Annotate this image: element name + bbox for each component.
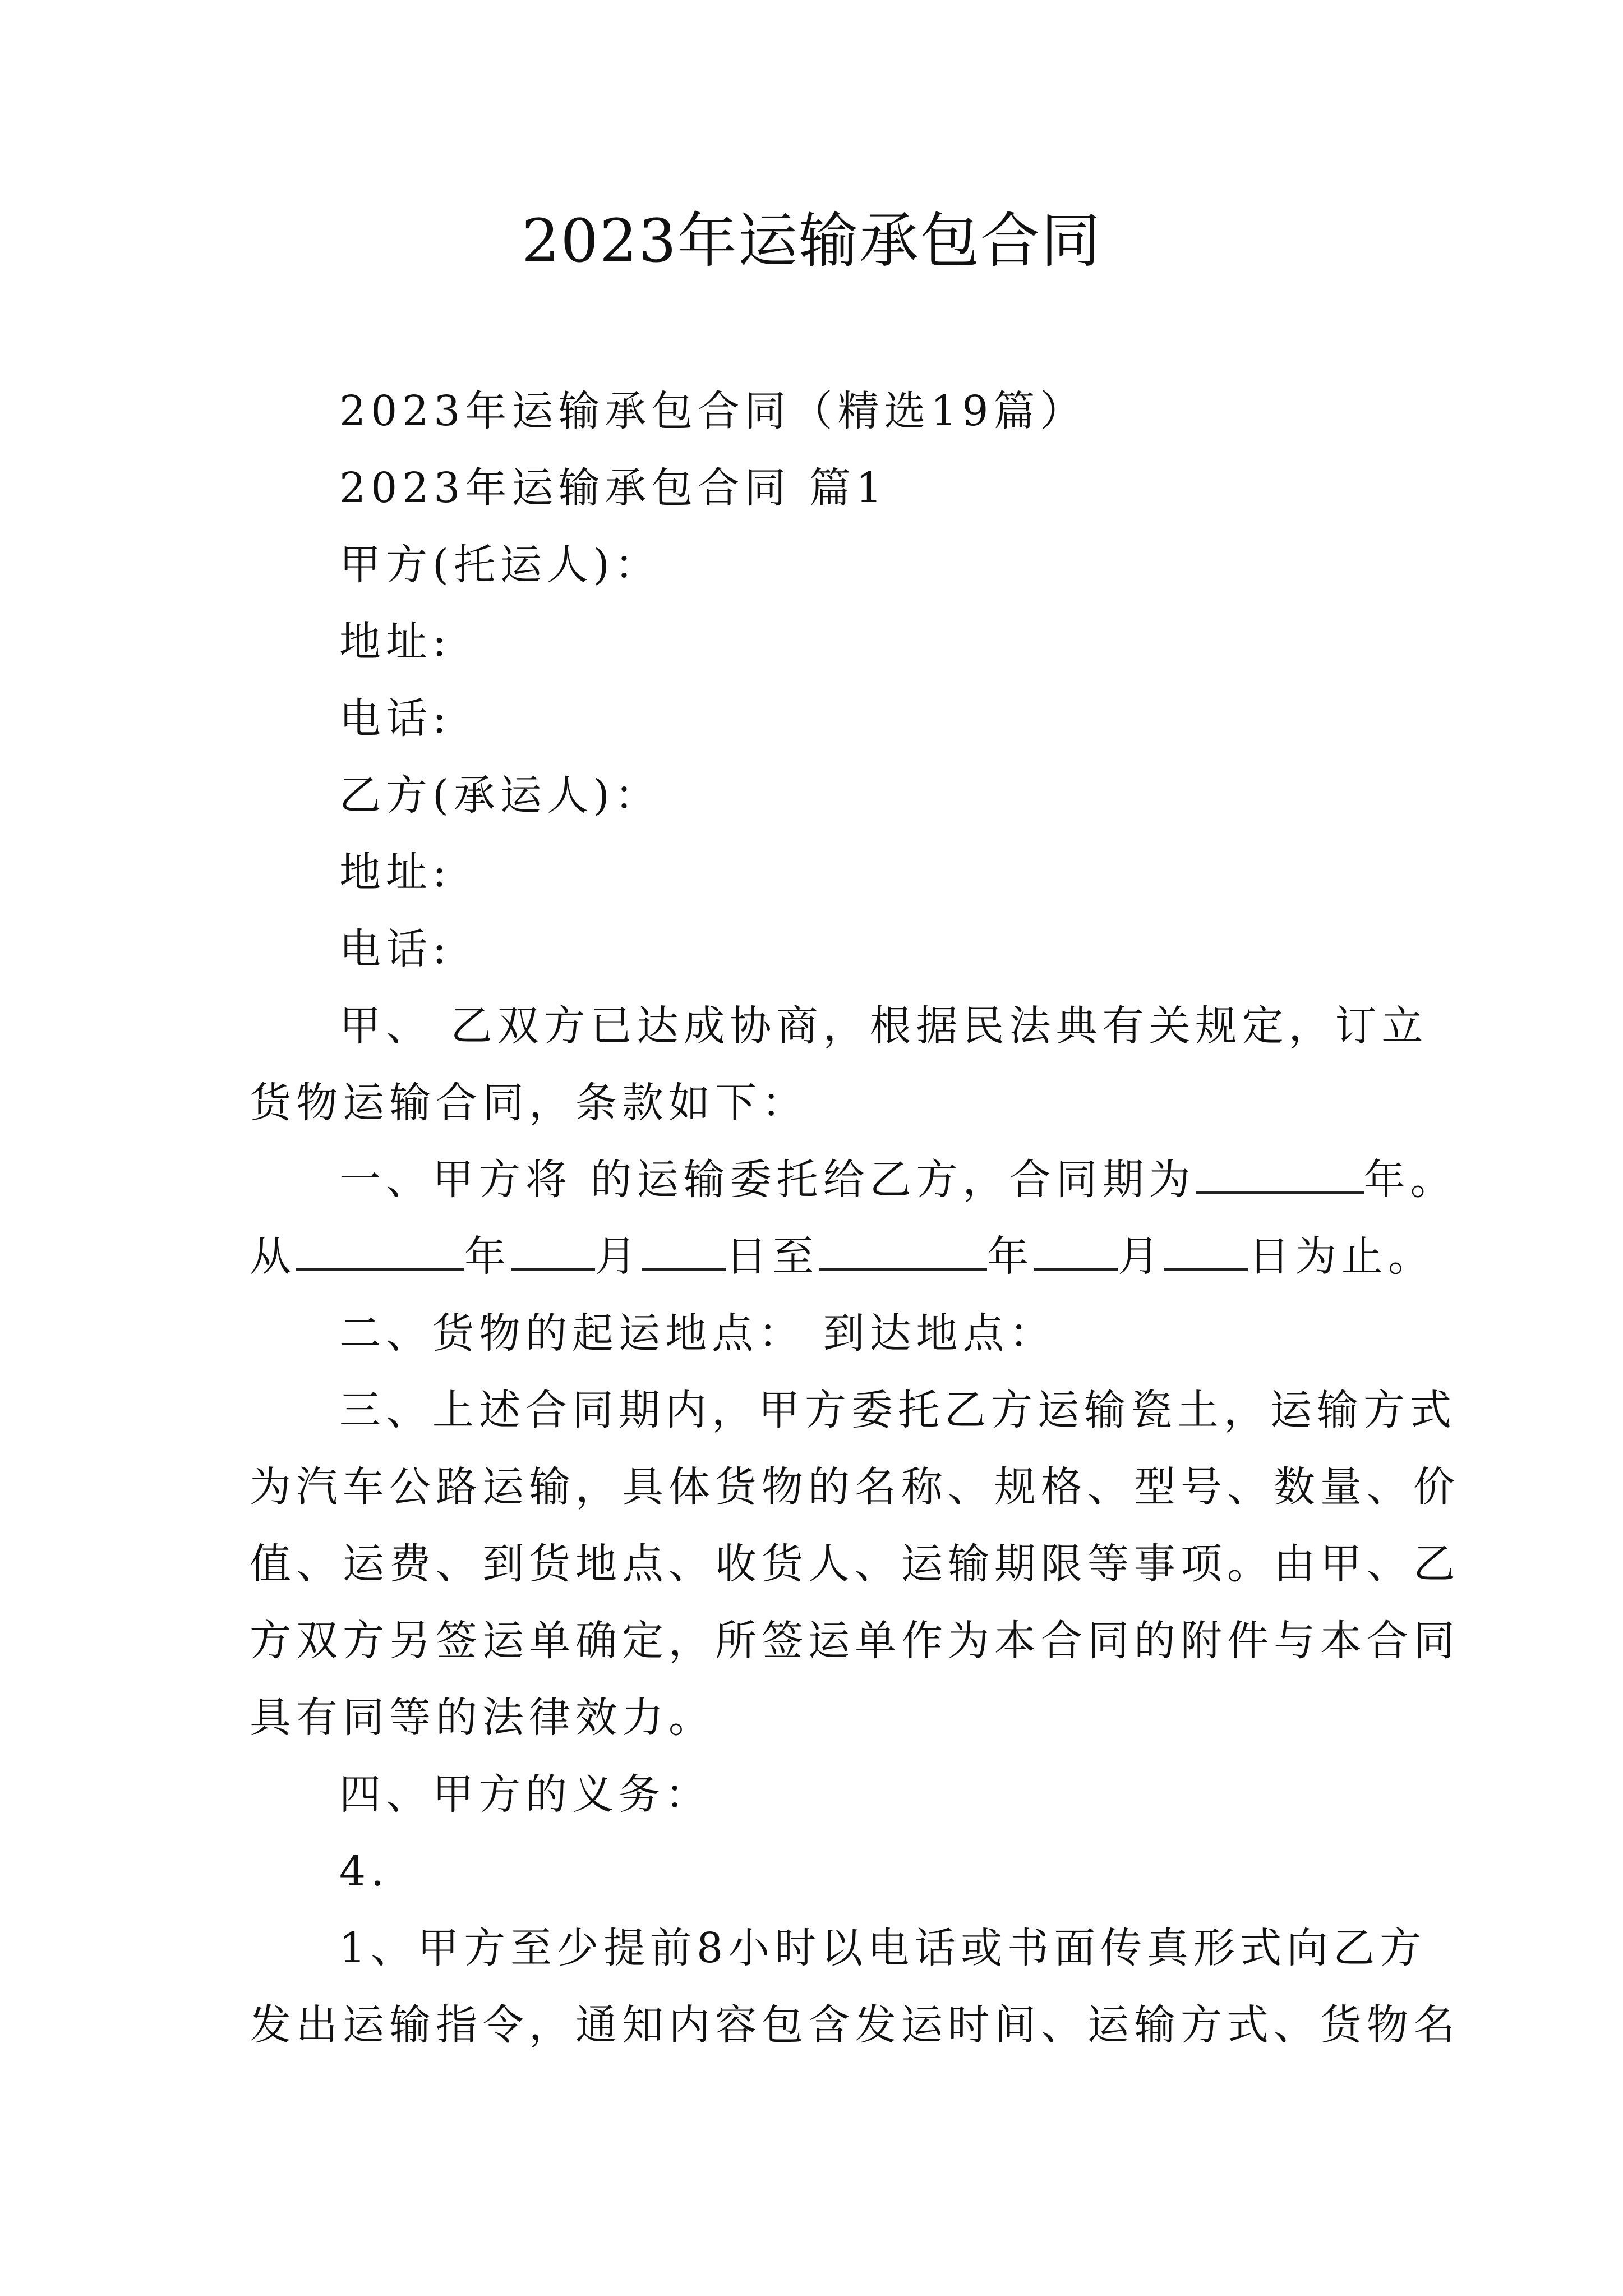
intro-paragraph-line: 甲、 乙双方已达成协商，根据民法典有关规定，订立	[339, 1002, 1428, 1050]
fill-in-blank	[1164, 1229, 1248, 1271]
subtitle: 2023年运输承包合同（精选19篇）	[339, 387, 1087, 435]
date-text: 日为止。	[1248, 1232, 1435, 1281]
clause-3-line: 三、上述合同期内，甲方委托乙方运输瓷土，运输方式	[339, 1386, 1456, 1434]
fill-in-blank	[296, 1229, 464, 1271]
date-text: 年	[464, 1232, 511, 1281]
clause-1-line	[250, 1142, 1467, 1218]
fill-in-blank	[1034, 1229, 1118, 1271]
clause-2: 二、货物的起运地点： 到达地点：	[339, 1309, 1056, 1358]
party-b-phone: 电话:	[339, 925, 451, 973]
party-b-address: 地址:	[339, 848, 451, 896]
date-text: 从	[250, 1232, 296, 1281]
party-b-label: 乙方(承运人)：	[339, 771, 661, 820]
clause-1-text: 年。	[1363, 1156, 1457, 1204]
party-a-address: 地址:	[339, 618, 451, 666]
clause-4-number: 4.	[339, 1847, 389, 1895]
date-text: 月	[595, 1232, 642, 1281]
fill-in-blank	[819, 1229, 987, 1271]
date-text: 月	[1118, 1232, 1164, 1281]
party-a-label: 甲方(托运人)：	[339, 541, 661, 589]
clause-3-line: 为汽车公路运输，具体货物的名称、规格、型号、数量、价	[250, 1463, 1460, 1511]
item-1-line: 1、甲方至少提前8小时以电话或书面传真形式向乙方	[339, 1924, 1427, 1972]
fill-in-blank	[511, 1229, 595, 1271]
fill-in-blank	[1196, 1152, 1364, 1194]
party-a-phone: 电话:	[339, 694, 451, 743]
clause-4-heading: 四、甲方的义务：	[339, 1770, 712, 1819]
clause-1-text: 一、甲方将 的运输委托给乙方，合同期为	[339, 1156, 1196, 1204]
clause-3-line: 值、运费、到货地点、收货人、运输期限等事项。由甲、乙	[250, 1540, 1460, 1588]
item-1-line: 发出运输指令，通知内容包含发运时间、运输方式、货物名	[250, 2001, 1460, 2049]
section-heading: 2023年运输承包合同 篇1	[339, 464, 887, 512]
clause-3-line: 方双方另签运单确定，所签运单作为本合同的附件与本合同	[250, 1617, 1460, 1665]
document-title: 2023年运输承包合同	[522, 206, 1101, 275]
clause-3-line: 具有同等的法律效力。	[250, 1694, 715, 1742]
intro-paragraph-line: 货物运输合同，条款如下：	[250, 1079, 808, 1127]
date-text: 年	[987, 1232, 1034, 1281]
clause-1-dates-line	[250, 1218, 1435, 1295]
date-text: 日至	[726, 1232, 819, 1281]
fill-in-blank	[642, 1229, 726, 1271]
